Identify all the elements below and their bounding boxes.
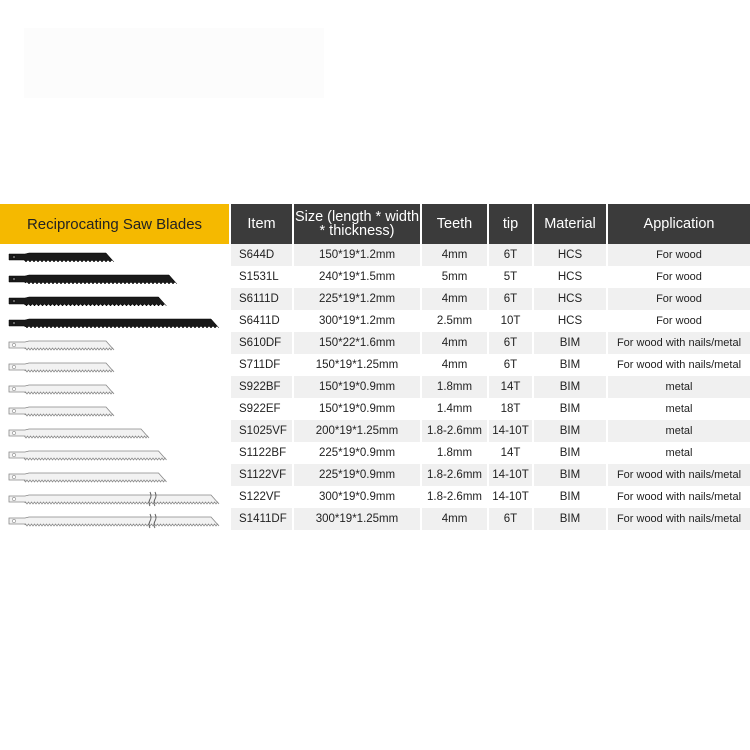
cell-teeth: 1.4mm [421, 398, 488, 420]
blade-image [9, 297, 167, 306]
blade-shape [9, 473, 167, 482]
blade-shape [9, 495, 219, 504]
cell-item: S1531L [231, 266, 293, 288]
blade-shape [9, 407, 114, 416]
cell-material: BIM [533, 464, 607, 486]
blade-image [9, 473, 167, 482]
blade-shape [9, 319, 219, 328]
blade-shape [9, 341, 114, 350]
blade-hole [12, 321, 15, 324]
table-row [231, 310, 750, 332]
blade-hole [12, 365, 15, 368]
blank-banner-area [24, 28, 324, 98]
blade-shape [9, 275, 177, 284]
blade-image [9, 514, 219, 528]
cell-application: For wood with nails/metal [607, 464, 750, 486]
cell-teeth: 1.8-2.6mm [421, 420, 488, 442]
cell-material: BIM [533, 442, 607, 464]
cell-size: 150*19*0.9mm [293, 398, 421, 420]
cell-item: S711DF [231, 354, 293, 376]
cell-item: S6411D [231, 310, 293, 332]
blade-image [9, 253, 114, 262]
blade-hole [12, 387, 15, 390]
header-item: Item [231, 204, 293, 244]
cell-material: BIM [533, 332, 607, 354]
table-row [231, 266, 750, 288]
blade-shape [9, 385, 114, 394]
cell-material: HCS [533, 310, 607, 332]
cell-tip: 6T [488, 508, 533, 530]
cell-item: S1411DF [231, 508, 293, 530]
cell-tip: 10T [488, 310, 533, 332]
table-row [231, 442, 750, 464]
cell-size: 300*19*1.25mm [293, 508, 421, 530]
cell-size: 225*19*0.9mm [293, 464, 421, 486]
header-teeth: Teeth [421, 204, 488, 244]
blade-shape [9, 451, 167, 460]
blade-hole [12, 409, 15, 412]
cell-tip: 6T [488, 332, 533, 354]
cell-application: For wood with nails/metal [607, 486, 750, 508]
cell-size: 240*19*1.5mm [293, 266, 421, 288]
blade-image [9, 407, 114, 416]
cell-material: BIM [533, 508, 607, 530]
blade-hole [12, 519, 15, 522]
blade-image [9, 341, 114, 350]
cell-size: 150*19*1.2mm [293, 244, 421, 266]
cell-tip: 14-10T [488, 464, 533, 486]
cell-teeth: 2.5mm [421, 310, 488, 332]
cell-application: For wood with nails/metal [607, 332, 750, 354]
blade-hole [12, 255, 15, 258]
cell-tip: 6T [488, 244, 533, 266]
cell-item: S922EF [231, 398, 293, 420]
cell-size: 225*19*1.2mm [293, 288, 421, 310]
cell-size: 300*19*0.9mm [293, 486, 421, 508]
cell-application: metal [607, 398, 750, 420]
product-title-text: Reciprocating Saw Blades [26, 215, 203, 233]
cell-tip: 18T [488, 398, 533, 420]
cell-item: S6111D [231, 288, 293, 310]
cell-size: 225*19*0.9mm [293, 442, 421, 464]
table-row [231, 508, 750, 530]
cell-tip: 14-10T [488, 420, 533, 442]
cell-application: For wood with nails/metal [607, 354, 750, 376]
cell-application: For wood [607, 266, 750, 288]
cell-size: 200*19*1.25mm [293, 420, 421, 442]
blade-image [9, 492, 219, 506]
cell-teeth: 1.8mm [421, 442, 488, 464]
table-row [231, 332, 750, 354]
blade-hole [12, 299, 15, 302]
blade-shape [9, 363, 114, 372]
cell-material: BIM [533, 398, 607, 420]
blade-hole [12, 343, 15, 346]
cell-application: For wood with nails/metal [607, 508, 750, 530]
blade-shape [9, 429, 149, 438]
blade-shape [9, 517, 219, 526]
cell-tip: 5T [488, 266, 533, 288]
cell-application: For wood [607, 310, 750, 332]
table-row [231, 288, 750, 310]
cell-item: S1122BF [231, 442, 293, 464]
cell-size: 150*19*1.25mm [293, 354, 421, 376]
cell-material: HCS [533, 244, 607, 266]
cell-tip: 14T [488, 376, 533, 398]
cell-material: HCS [533, 266, 607, 288]
blade-hole [12, 277, 15, 280]
cell-material: HCS [533, 288, 607, 310]
cell-item: S1025VF [231, 420, 293, 442]
cell-item: S644D [231, 244, 293, 266]
blade-image [9, 451, 167, 460]
cell-teeth: 1.8-2.6mm [421, 486, 488, 508]
cell-teeth: 4mm [421, 244, 488, 266]
blade-shape [9, 297, 167, 306]
blade-images [0, 246, 229, 538]
cell-material: BIM [533, 486, 607, 508]
cell-tip: 6T [488, 288, 533, 310]
table-row [231, 486, 750, 508]
blade-shape [9, 253, 114, 262]
header-material: Material [533, 204, 607, 244]
table-row [231, 354, 750, 376]
blade-image [9, 275, 177, 284]
blade-hole [12, 453, 15, 456]
header-row [231, 204, 750, 244]
blade-hole [12, 431, 15, 434]
cell-application: metal [607, 420, 750, 442]
table-row [231, 244, 750, 266]
cell-teeth: 4mm [421, 332, 488, 354]
cell-application: For wood [607, 244, 750, 266]
blade-image [9, 429, 149, 438]
specs-table [231, 204, 750, 530]
cell-teeth: 4mm [421, 288, 488, 310]
table-row [231, 398, 750, 420]
cell-size: 300*19*1.2mm [293, 310, 421, 332]
cell-teeth: 1.8-2.6mm [421, 464, 488, 486]
blade-image [9, 363, 114, 372]
cell-tip: 6T [488, 354, 533, 376]
cell-item: S610DF [231, 332, 293, 354]
blade-image [9, 385, 114, 394]
cell-application: metal [607, 376, 750, 398]
cell-tip: 14-10T [488, 486, 533, 508]
cell-teeth: 4mm [421, 354, 488, 376]
cell-material: BIM [533, 376, 607, 398]
table-row [231, 464, 750, 486]
cell-item: S922BF [231, 376, 293, 398]
cell-application: For wood [607, 288, 750, 310]
table-row [231, 420, 750, 442]
header-size: Size (length * width * thickness) [293, 204, 421, 244]
cell-item: S1122VF [231, 464, 293, 486]
blade-image [9, 319, 219, 328]
cell-item: S122VF [231, 486, 293, 508]
cell-application: metal [607, 442, 750, 464]
cell-tip: 14T [488, 442, 533, 464]
cell-size: 150*22*1.6mm [293, 332, 421, 354]
header-tip: tip [488, 204, 533, 244]
blade-hole [12, 497, 15, 500]
blade-hole [12, 475, 15, 478]
cell-material: BIM [533, 420, 607, 442]
table-row [231, 376, 750, 398]
header-application: Application [607, 204, 750, 244]
cell-teeth: 5mm [421, 266, 488, 288]
cell-size: 150*19*0.9mm [293, 376, 421, 398]
cell-teeth: 1.8mm [421, 376, 488, 398]
cell-teeth: 4mm [421, 508, 488, 530]
product-title [0, 204, 229, 244]
cell-material: BIM [533, 354, 607, 376]
